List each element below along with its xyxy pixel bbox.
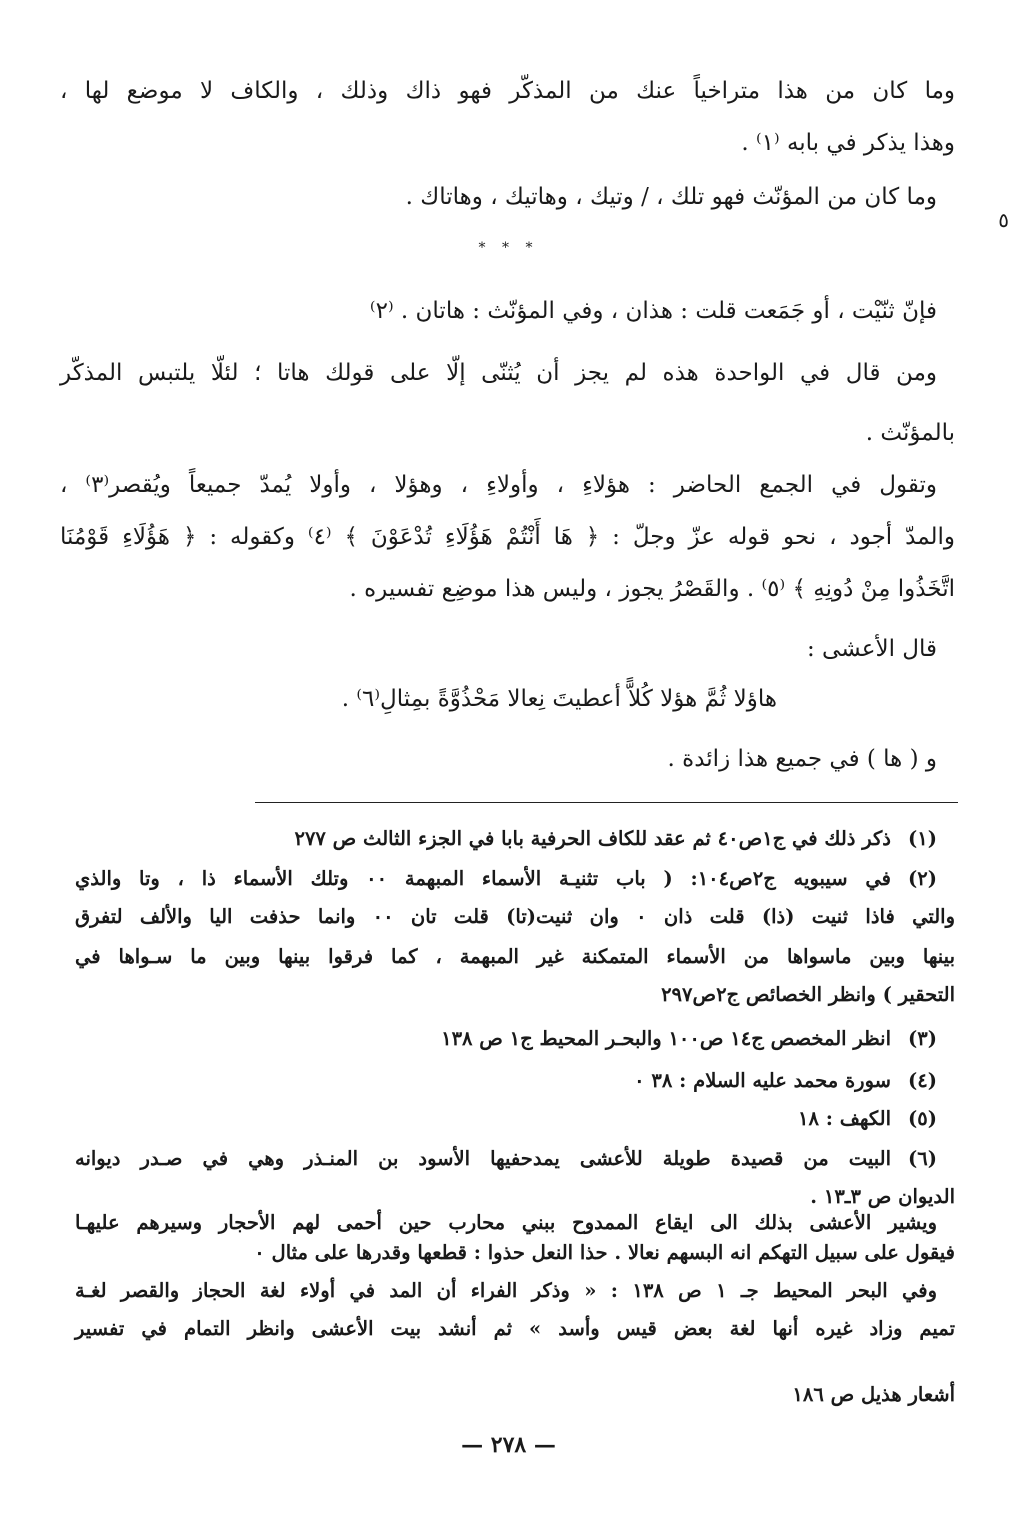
footnote-text: أشعار هذيل ص ١٨٦ xyxy=(792,1383,955,1406)
footnote-text: والتي فاذا ثنيت (ذا) قلت ذان ٠ وان ثنيت(تا) قلت تان ٠٠ وانما حذفت اليا والألف لتفرق xyxy=(75,905,955,928)
footnote-text: ذكر ذلك في ج١ص٤٠ ثم عقد للكاف الحرفية بابا في الجزء الثالث ص ٢٧٧ xyxy=(294,827,891,850)
footnote-text: بينها وبين ماسواها من الأسماء المتمكنة غير المبهمة ، كما فرقوا بينها وبين ما سـواها في xyxy=(75,945,955,968)
main-line: وما كان من المؤنّث فهو تلك ، / وتيك ، وهاتيك ، وهاتاك . xyxy=(405,184,937,210)
main-line: وتقول في الجمع الحاضر : هؤلاءِ ، وأولاءِ ، وهؤلا ، وأولا يُمدّ جميعاً ويُقصر⁽٣⁾ ، xyxy=(60,472,937,498)
main-line: ومن قال في الواحدة هذه لم يجز أن يُثنّى إلّا على قولك هاتا ؛ لئلّا يلتبس المذكّر xyxy=(60,360,937,386)
footnote-line xyxy=(75,1146,937,1172)
footnote-separator xyxy=(255,802,958,803)
footnote-line xyxy=(75,1184,955,1210)
footnote-number: (١) xyxy=(908,827,937,850)
footnote-line xyxy=(75,982,955,1008)
main-line: قال الأعشى : xyxy=(806,636,937,662)
footnote-text: وفي البحر المحيط جـ ١ ص ١٣٨ : « وذكر الفراء أن المد في أولاء لغة الحجاز والقصر لغـة xyxy=(75,1279,937,1302)
main-line: والمدّ أجود ، نحو قوله عزّ وجلّ : ﴿ هَا أَنْتُمْ هَؤُلَاءِ تُدْعَوْنَ ﴾ ⁽٤⁾ وكقوله : ﴿ هَؤُلَاءِ قَوْمُنَا xyxy=(60,524,955,550)
footnote-number: (٦) xyxy=(908,1147,937,1170)
main-line: اتَّخَذُوا مِنْ دُونِهِ ﴾ ⁽٥⁾ . والقَصْرُ يجوز ، وليس هذا موضِع تفسيره . xyxy=(349,576,955,602)
poetry-verse: هاؤلا ثُمَّ هؤلا كُلاًّ أعطيتَ نِعالا مَحْذُوَّةً بمِثالِ⁽٦⁾ . xyxy=(341,686,777,712)
main-line: وما كان من هذا متراخياً عنك من المذكّر فهو ذاك وذلك ، والكاف لا موضع لها ، xyxy=(60,78,955,104)
footnote-line xyxy=(75,866,937,892)
footnote-line xyxy=(75,1316,955,1342)
main-line: فإنّ ثنّيْت ، أو جَمَعت قلت : هذان ، وفي المؤنّث : هاتان . ⁽٢⁾ xyxy=(369,298,937,324)
main-line: بالمؤنّث . xyxy=(865,420,955,446)
footnote-number: (٣) xyxy=(908,1027,937,1050)
main-line: وهذا يذكر في بابه ⁽١⁾ . xyxy=(741,130,955,156)
footnote-text: سورة محمد عليه السلام : ٣٨ ٠ xyxy=(634,1069,891,1092)
footnote-line xyxy=(75,1240,955,1266)
footnote-text: تميم وزاد غيره أنها لغة بعض قيس وأسد » ثم أنشد بيت الأعشى وانظر التمام في تفسير xyxy=(75,1317,955,1340)
footnote-line xyxy=(75,1278,937,1304)
footnote-text: الديوان ص ٣ـ١٣ . xyxy=(810,1185,955,1208)
footnote-text: في سيبويه ج٢ص١٠٤: ( باب تثنيـة الأسماء المبهمة ٠٠ وتلك الأسماء ذا ، وتا والذي xyxy=(75,867,891,890)
footnote-line xyxy=(75,944,955,970)
footnote-text: ويشير الأعشى بذلك الى ايقاع الممدوح ببني محارب حين أحمى لهم الأحجار وسيرهم عليهـا xyxy=(75,1211,937,1234)
footnote-line xyxy=(75,1026,937,1052)
footnote-number: (٤) xyxy=(908,1069,937,1092)
margin-mark: ٥ xyxy=(998,208,1009,232)
footnote-number: (٥) xyxy=(908,1107,937,1130)
footnote-line xyxy=(75,904,955,930)
footnote-line xyxy=(75,1106,937,1132)
footnote-text: الكهف : ١٨ xyxy=(797,1107,891,1130)
footnote-text: البيت من قصيدة طويلة للأعشى يمدحفيها الأسود بن المنـذر وهي في صـدر ديوانه xyxy=(75,1147,891,1170)
footnote-line xyxy=(75,1068,937,1094)
page-number: — ٢٧٨ — xyxy=(461,1432,556,1458)
footnote-line xyxy=(75,826,937,852)
footnote-text: التحقير ) وانظر الخصائص ج٢ص٢٩٧ xyxy=(661,983,955,1006)
footnote-line xyxy=(75,1210,937,1236)
footnote-text: انظر المخصص ج١٤ ص١٠٠ والبحـر المحيط ج١ ص ١٣٨ xyxy=(441,1027,891,1050)
footnote-number: (٢) xyxy=(908,867,937,890)
main-line: و ( ها ) في جميع هذا زائدة . xyxy=(667,746,937,772)
footnote-text: فيقول على سبيل التهكم انه البسهم نعالا . حذا النعل حذوا : قطعها وقدرها على مثال ٠ xyxy=(254,1241,955,1264)
footnote-line xyxy=(75,1382,955,1408)
section-separator: * * * xyxy=(478,240,539,256)
